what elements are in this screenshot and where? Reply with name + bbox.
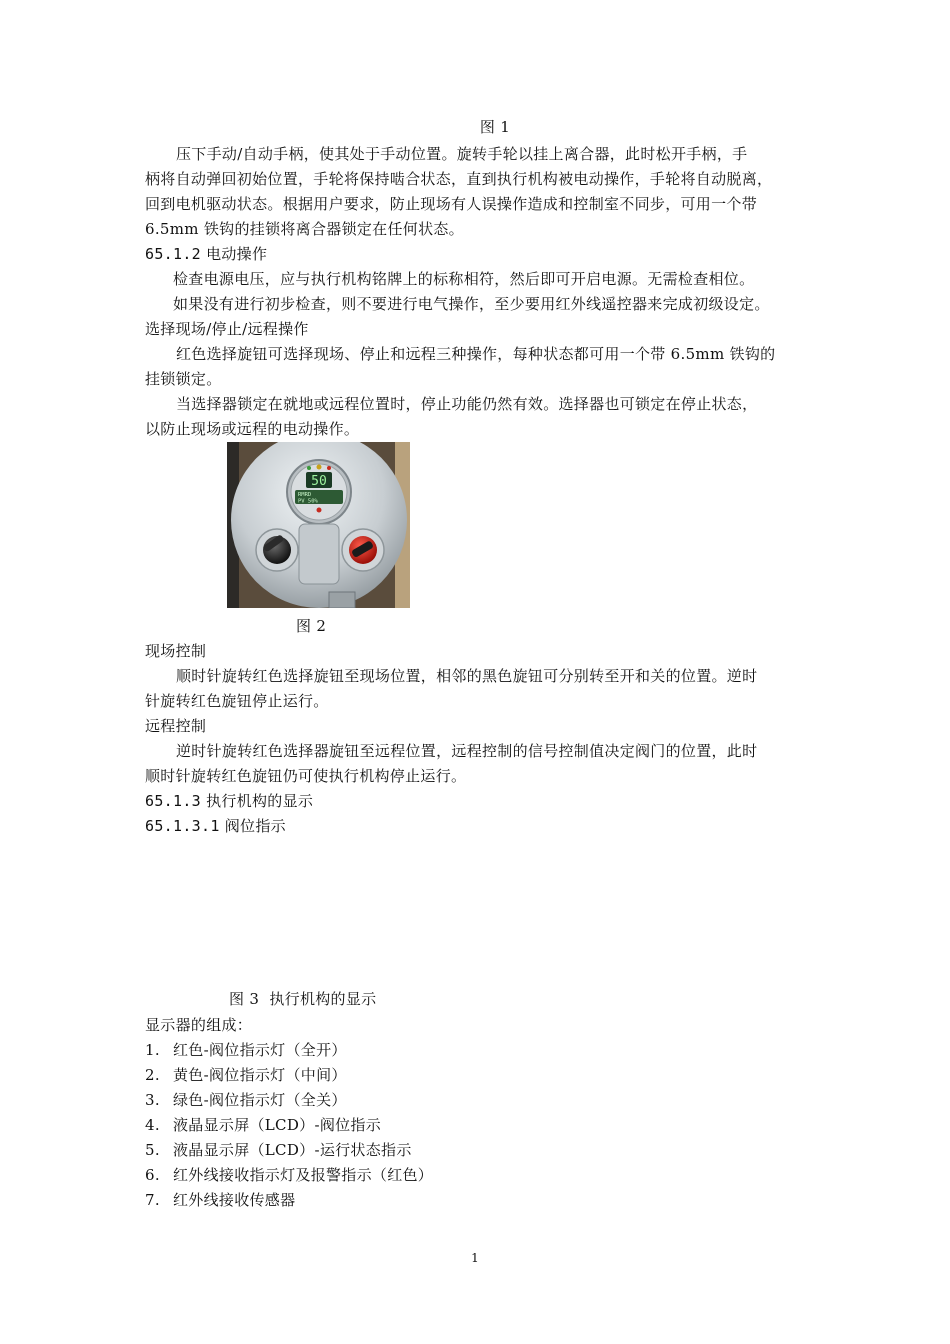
list-item	[145, 1040, 347, 1060]
list-item-number: 2.	[145, 1066, 160, 1084]
paragraph-manual-line-2: 柄将自动弹回初始位置，手轮将保持啮合状态，直到执行机构被电动操作，手轮将自动脱离，	[145, 170, 773, 188]
lcd-status-line-1: RMRD	[298, 492, 312, 498]
list-item-number: 4.	[145, 1116, 160, 1134]
list-item	[145, 1140, 412, 1160]
figure-1-caption: 图 1	[479, 118, 511, 136]
paragraph-stop-function-line-1: 当选择器锁定在就地或远程位置时，停止功能仍然有效。选择器也可锁定在停止状态，	[176, 395, 758, 413]
green-indicator-icon	[307, 466, 311, 470]
list-item-text: 红色-阀位指示灯（全开）	[173, 1041, 347, 1059]
paragraph-power-check: 检查电源电压，应与执行机构铭牌上的标称相符，然后即可开启电源。无需检查相位。	[173, 270, 755, 288]
section-number: 65.1.3	[145, 792, 201, 810]
list-item-number: 6.	[145, 1166, 160, 1184]
list-item-text: 红外线接收传感器	[173, 1191, 296, 1209]
list-item-number: 3.	[145, 1091, 160, 1109]
paragraph-remote-control-line-1: 逆时针旋转红色选择器旋钮至远程位置，远程控制的信号控制值决定阀门的位置，此时	[176, 742, 758, 760]
actuator-photo	[227, 442, 410, 608]
figure-2-caption: 图 2	[296, 617, 327, 635]
center-column	[299, 524, 339, 584]
list-item-text: 绿色-阀位指示灯（全关）	[173, 1091, 347, 1109]
paragraph-local-control-line-2: 针旋转红色旋钮停止运行。	[145, 692, 329, 710]
paragraph-stop-function-line-2: 以防止现场或远程的电动操作。	[145, 420, 360, 438]
section-number: 65.1.3.1	[145, 817, 220, 835]
section-title: 执行机构的显示	[206, 792, 314, 810]
section-heading-65-1-2	[145, 244, 267, 264]
paragraph-remote-control-line-2: 顺时针旋转红色旋钮仍可使执行机构停止运行。	[145, 767, 467, 785]
lcd-position-value: 50	[311, 474, 327, 489]
list-item	[145, 1115, 381, 1135]
figure-3-caption: 图 3 执行机构的显示	[229, 990, 377, 1008]
section-title: 电动操作	[206, 245, 268, 263]
section-title: 阀位指示	[224, 817, 286, 835]
list-item-text: 红外线接收指示灯及报警指示（红色）	[173, 1166, 434, 1184]
paragraph-red-knob-line-1: 红色选择旋钮可选择现场、停止和远程三种操作，每种状态都可用一个带 6.5mm 铁钩的	[176, 345, 776, 363]
list-item	[145, 1065, 347, 1085]
list-item	[145, 1090, 347, 1110]
heading-local-control: 现场控制	[145, 642, 207, 660]
paragraph-manual-line-1: 压下手动/自动手柄，使其处于手动位置。旋转手轮以挂上离合器，此时松开手柄，手	[176, 145, 748, 163]
heading-select-operation: 选择现场/停止/远程操作	[145, 320, 309, 338]
list-item-number: 1.	[145, 1041, 160, 1059]
paragraph-local-control-line-1: 顺时针旋转红色选择旋钮至现场位置，相邻的黑色旋钮可分别转至开和关的位置。逆时	[176, 667, 758, 685]
paragraph-red-knob-line-2: 挂锁锁定。	[145, 370, 222, 388]
section-heading-65-1-3-1	[145, 816, 286, 836]
paragraph-manual-line-4: 6.5mm 铁钩的挂锁将离合器锁定在任何状态。	[145, 220, 464, 238]
paragraph-manual-line-3: 回到电机驱动状态。根据用户要求，防止现场有人误操作造成和控制室不同步，可用一个带	[145, 195, 758, 213]
list-item	[145, 1165, 433, 1185]
paragraph-initial-setup: 如果没有进行初步检查，则不要进行电气操作，至少要用红外线遥控器来完成初级设定。	[173, 295, 770, 313]
page-number: 1	[471, 1251, 479, 1265]
list-item	[145, 1190, 295, 1210]
red-indicator-icon	[327, 466, 331, 470]
list-item-number: 5.	[145, 1141, 160, 1159]
section-heading-65-1-3	[145, 791, 313, 811]
list-item-text: 液晶显示屏（LCD）-运行状态指示	[173, 1141, 412, 1159]
lcd-status-line-2: PV 50%	[298, 498, 318, 505]
heading-remote-control: 远程控制	[145, 717, 207, 735]
list-item-text: 黄色-阀位指示灯（中间）	[173, 1066, 347, 1084]
list-item-text: 液晶显示屏（LCD）-阀位指示	[173, 1116, 382, 1134]
infrared-indicator-icon	[317, 508, 322, 513]
list-heading: 显示器的组成：	[145, 1016, 253, 1034]
yellow-indicator-icon	[317, 465, 322, 470]
list-item-number: 7.	[145, 1191, 160, 1209]
section-number: 65.1.2	[145, 245, 201, 263]
